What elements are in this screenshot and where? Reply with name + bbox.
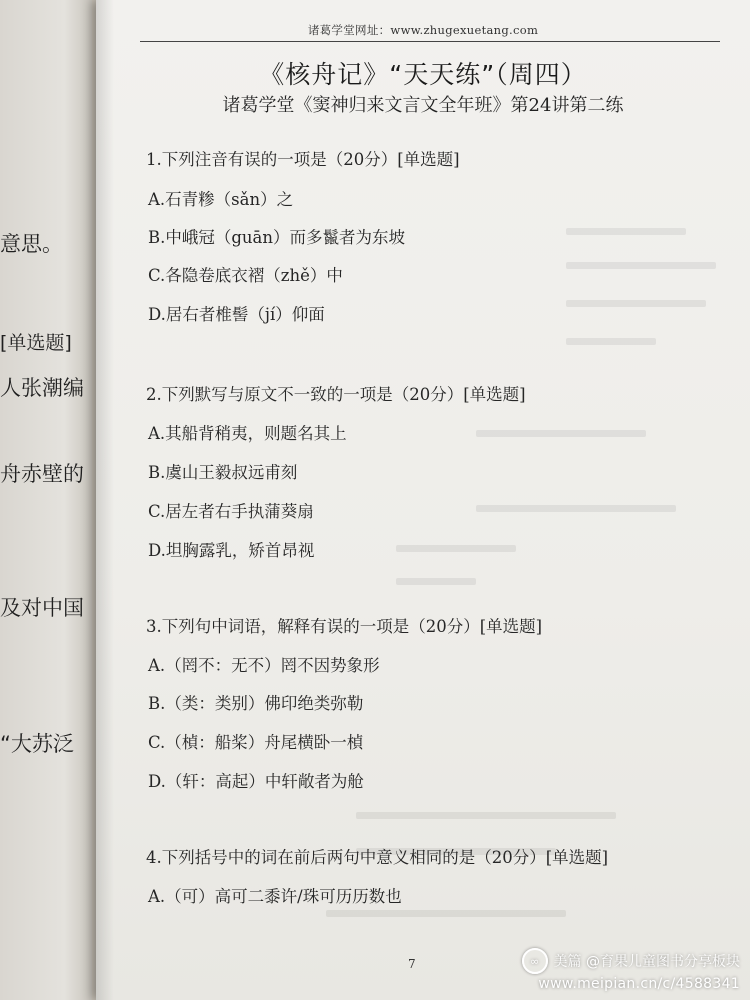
left-page-fragment: 人张潮编 [0, 376, 84, 400]
question-option: C.居左者右手执蒲葵扇 [148, 502, 314, 521]
bleed-through-mark [566, 338, 656, 345]
header-website: 诸葛学堂网址：www.zhugexuetang.com [307, 23, 539, 37]
left-page-fragment: “大苏泛 [0, 732, 74, 756]
bleed-through-mark [566, 262, 716, 269]
bleed-through-mark [396, 545, 516, 552]
question-option: C.各隐卷底衣褶（zhě）中 [148, 266, 343, 285]
watermark-url: www.meipian.cn/c/4588341 [538, 976, 740, 992]
left-page-fragment: 舟赤壁的 [0, 462, 84, 486]
page-gutter-shadow [96, 0, 114, 1000]
watermark-handle: 美篇 @育果儿童图书分享板块 [553, 954, 740, 970]
page-number: 7 [408, 957, 416, 971]
question-option: A.石青糁（sǎn）之 [148, 190, 294, 209]
bleed-through-mark [476, 505, 676, 512]
page-subtitle: 诸葛学堂《窦神归来文言文全年班》第24讲第二练 [222, 95, 624, 116]
bleed-through-mark [476, 430, 646, 437]
question-stem: 4.下列括号中的词在前后两句中意义相同的是（20分）[单选题] [146, 848, 609, 867]
question-stem: 2.下列默写与原文不一致的一项是（20分）[单选题] [146, 385, 526, 404]
question-option: A.其船背稍夷，则题名其上 [148, 424, 347, 443]
question-option: C.（楨：船桨）舟尾横卧一楨 [148, 733, 364, 752]
bleed-through-mark [396, 578, 476, 585]
question-option: B.（类：类别）佛印绝类弥勒 [148, 694, 364, 713]
question-option: A.（可）高可二黍许/珠可历历数也 [148, 887, 402, 906]
page-title: 《核舟记》“天天练”（周四） [259, 60, 587, 89]
question-stem: 1.下列注音有误的一项是（20分）[单选题] [146, 150, 460, 169]
question-option: D.（轩：高起）中轩敞者为舱 [148, 772, 364, 791]
left-page-fragment: 意思。 [0, 232, 63, 256]
bleed-through-mark [356, 812, 616, 819]
bleed-through-mark [566, 300, 706, 307]
watermark [522, 948, 740, 992]
worksheet-page [96, 0, 750, 1000]
bleed-through-mark [566, 228, 686, 235]
header-divider [140, 41, 720, 42]
left-facing-page [0, 0, 92, 1000]
question-option: B.中峨冠（guān）而多鬣者为东坡 [148, 228, 406, 247]
question-option: B.虞山王毅叔远甫刻 [148, 463, 298, 482]
meipian-logo-icon: ∞ [522, 948, 548, 974]
question-stem: 3.下列句中词语，解释有误的一项是（20分）[单选题] [146, 617, 543, 636]
question-option: A.（罔不：无不）罔不因势象形 [148, 656, 380, 675]
bleed-through-mark [326, 910, 566, 917]
left-page-fragment: [单选题] [0, 332, 72, 354]
question-option: D.居右者椎髻（jí）仰面 [148, 305, 325, 324]
left-page-fragment: 及对中国 [0, 596, 84, 620]
question-option: D.坦胸露乳，矫首昂视 [148, 541, 315, 560]
